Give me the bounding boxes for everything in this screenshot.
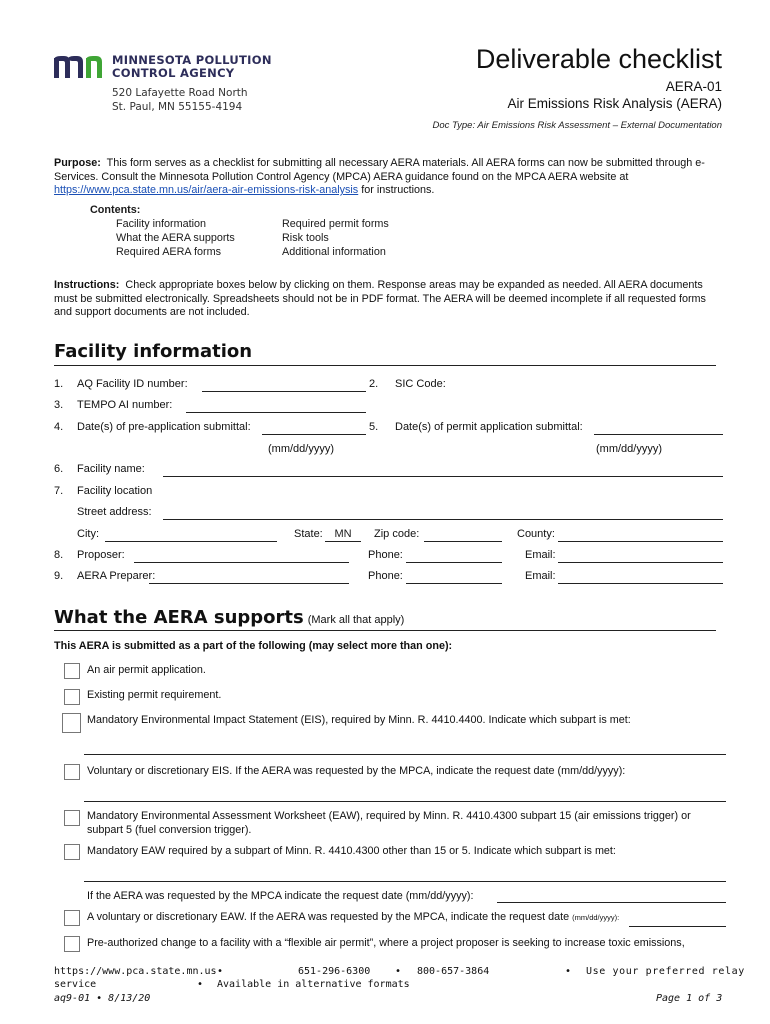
contents-label: Contents: <box>90 204 141 216</box>
tempo-ai-label: TEMPO AI number: <box>77 399 173 411</box>
voluntary-eaw-date-field[interactable] <box>629 926 726 927</box>
option-flexible-permit: Pre-authorized change to a facility with a “flexible air permit”, where a project proposer is seeking to increase toxic emissions, <box>87 937 685 949</box>
facility-heading: Facility information <box>54 341 253 362</box>
eis-subpart-field[interactable] <box>84 754 726 755</box>
checkbox-voluntary-eis[interactable] <box>64 764 80 780</box>
supports-subheading: This AERA is submitted as a part of the following (may select more than one): <box>54 640 453 652</box>
instructions-label: Instructions: <box>54 279 120 291</box>
email-label: Email: <box>525 549 556 561</box>
facility-name-field[interactable] <box>163 476 723 477</box>
mpca-logo-mark <box>54 54 108 78</box>
checkbox-existing-permit[interactable] <box>64 689 80 705</box>
preapp-date-field[interactable] <box>262 434 366 435</box>
preapp-date-label: Date(s) of pre-application submittal: <box>77 421 251 433</box>
facility-name-label: Facility name: <box>77 463 145 475</box>
aera-preparer-label: AERA Preparer: <box>77 570 156 582</box>
contents-col-1 <box>116 218 286 259</box>
sic-code-label: SIC Code: <box>395 378 446 390</box>
item-number: 7. <box>54 485 64 497</box>
zip-code-field[interactable] <box>424 541 502 542</box>
form-name: Air Emissions Risk Analysis (AERA) <box>507 96 722 111</box>
county-field[interactable] <box>558 541 723 542</box>
supports-heading <box>54 607 404 628</box>
footer-bullet: • <box>217 966 224 977</box>
footer-bullet: • <box>197 979 204 990</box>
supports-heading-text: What the AERA supports <box>54 607 304 628</box>
instructions-text: Check appropriate boxes below by clicking on them. Response areas may be expanded as needed. All AERA documents must be submitted electronically. Spreadsheets should not be in PDF format. The AERA will be deemed incomplete if all requested forms and support documents are not included. <box>54 279 706 318</box>
checkbox-flexible-permit[interactable] <box>64 936 80 952</box>
zip-code-label: Zip code: <box>374 528 420 540</box>
agency-address <box>112 86 248 114</box>
phone-label: Phone: <box>368 549 403 561</box>
proposer-phone-field[interactable] <box>406 562 502 563</box>
agency-name <box>112 54 272 80</box>
agency-line-2: CONTROL AGENCY <box>112 66 235 80</box>
street-address-field[interactable] <box>163 519 723 520</box>
page-number: Page 1 of 3 <box>656 993 723 1004</box>
doc-type: Doc Type: Air Emissions Risk Assessment – External Documentation <box>432 120 722 131</box>
contents-item[interactable]: Facility information <box>116 218 207 230</box>
phone-label: Phone: <box>368 570 403 582</box>
preparer-phone-field[interactable] <box>406 583 502 584</box>
item-number: 6. <box>54 463 64 475</box>
footer-alt-formats: Available in alternative formats <box>217 979 410 990</box>
checkbox-air-permit[interactable] <box>64 663 80 679</box>
item-number: 3. <box>54 399 64 411</box>
purpose-text: This form serves as a checklist for submitting all necessary AERA materials. All AERA forms can now be submitted through e-Services. Consult the Minnesota Pollution Control Agency (MPCA) AERA guidance found on the MPCA AERA website at <box>54 157 705 183</box>
aq-facility-id-field[interactable] <box>202 391 366 392</box>
footer-phone-2: 800-657-3864 <box>417 966 490 977</box>
contents-item[interactable]: Additional information <box>282 245 386 258</box>
eaw-request-date-label: If the AERA was requested by the MPCA indicate the request date (mm/dd/yyyy): <box>87 890 474 902</box>
page-title: Deliverable checklist <box>475 44 722 74</box>
eaw-subpart-field[interactable] <box>84 881 726 882</box>
state-label: State: <box>294 528 323 540</box>
eaw-request-date-field[interactable] <box>497 902 726 903</box>
footer-bullet: • <box>395 966 402 977</box>
city-field[interactable] <box>105 541 277 542</box>
tempo-ai-field[interactable] <box>186 412 366 413</box>
contents-block <box>90 204 389 258</box>
item-number: 8. <box>54 549 64 561</box>
option-voluntary-eaw <box>87 910 727 925</box>
permitapp-date-label: Date(s) of permit application submittal: <box>395 421 583 433</box>
address-line-2: St. Paul, MN 55155-4194 <box>112 101 243 113</box>
permitapp-date-field[interactable] <box>594 434 723 435</box>
aq-facility-id-label: AQ Facility ID number: <box>77 378 188 390</box>
item-number: 1. <box>54 378 64 390</box>
proposer-email-field[interactable] <box>558 562 723 563</box>
purpose-after-link: for instructions. <box>358 184 435 196</box>
footer-bullet: • <box>565 966 572 977</box>
contents-item[interactable]: Risk tools <box>282 231 329 244</box>
supports-note: (Mark all that apply) <box>307 614 405 626</box>
option-air-permit: An air permit application. <box>87 664 206 676</box>
item-number: 9. <box>54 570 64 582</box>
form-subtitle <box>507 78 722 112</box>
preparer-email-field[interactable] <box>558 583 723 584</box>
proposer-field[interactable] <box>134 562 349 563</box>
supports-heading-rule <box>54 630 716 631</box>
checkbox-mandatory-eaw-other[interactable] <box>64 844 80 860</box>
agency-line-1: MINNESOTA POLLUTION <box>112 53 272 67</box>
date-format-hint: (mm/dd/yyyy) <box>268 443 334 455</box>
checkbox-mandatory-eis[interactable] <box>62 713 81 733</box>
option-existing-permit: Existing permit requirement. <box>87 689 222 701</box>
contents-item[interactable]: Required permit forms <box>282 218 389 230</box>
option-mandatory-eaw: Mandatory Environmental Assessment Worksheet (EAW), required by Minn. R. 4410.4300 subpart 15 (air emissions trigger) or subpart 5 (fuel conversion trigger). <box>87 810 691 836</box>
facility-location-label: Facility location <box>77 485 153 497</box>
checkbox-voluntary-eaw[interactable] <box>64 910 80 926</box>
street-address-label: Street address: <box>77 506 152 518</box>
footer-phone-1: 651-296-6300 <box>298 966 371 977</box>
email-label: Email: <box>525 570 556 582</box>
aera-preparer-field[interactable] <box>149 583 349 584</box>
form-id: AERA-01 <box>665 79 722 94</box>
footer-form-ref: aq9-01 • 8/13/20 <box>54 993 151 1004</box>
option-voluntary-eaw-text: A voluntary or discretionary EAW. If the AERA was requested by the MPCA, indicate the request date <box>87 911 570 923</box>
purpose-paragraph <box>54 157 722 198</box>
instructions-paragraph <box>54 279 722 320</box>
item-number: 5. <box>369 421 379 433</box>
date-format-hint-small: (mm/dd/yyyy): <box>572 913 620 922</box>
option-voluntary-eis: Voluntary or discretionary EIS. If the AERA was requested by the MPCA, indicate the request date (mm/dd/yyyy): <box>87 765 626 777</box>
purpose-label: Purpose: <box>54 157 101 169</box>
city-label: City: <box>77 528 99 540</box>
footer-website[interactable]: https://www.pca.state.mn.us <box>54 966 217 977</box>
footer-relay: Use your preferred relay <box>586 966 745 977</box>
state-value: MN <box>334 528 352 540</box>
footer-service: service <box>54 979 97 990</box>
eis-request-date-field[interactable] <box>84 801 726 802</box>
option-mandatory-eis: Mandatory Environmental Impact Statement (EIS), required by Minn. R. 4410.4400. Indicate which subpart is met: <box>87 714 631 726</box>
checkbox-mandatory-eaw[interactable] <box>64 810 80 826</box>
contents-item[interactable]: What the AERA supports <box>116 231 235 244</box>
facility-heading-rule <box>54 365 716 366</box>
address-line-1: 520 Lafayette Road North <box>112 87 248 99</box>
contents-col-2 <box>282 218 452 259</box>
county-label: County: <box>517 528 555 540</box>
option-mandatory-eaw-other: Mandatory EAW required by a subpart of Minn. R. 4410.4300 other than 15 or 5. Indicate which subpart is met: <box>87 845 616 857</box>
state-field[interactable] <box>325 541 361 542</box>
date-format-hint: (mm/dd/yyyy) <box>596 443 662 455</box>
aera-website-link[interactable]: https://www.pca.state.mn.us/air/aera-air-emissions-risk-analysis <box>54 184 359 196</box>
contents-item[interactable]: Required AERA forms <box>116 245 222 258</box>
proposer-label: Proposer: <box>77 549 125 561</box>
item-number: 2. <box>369 378 379 390</box>
item-number: 4. <box>54 421 64 433</box>
